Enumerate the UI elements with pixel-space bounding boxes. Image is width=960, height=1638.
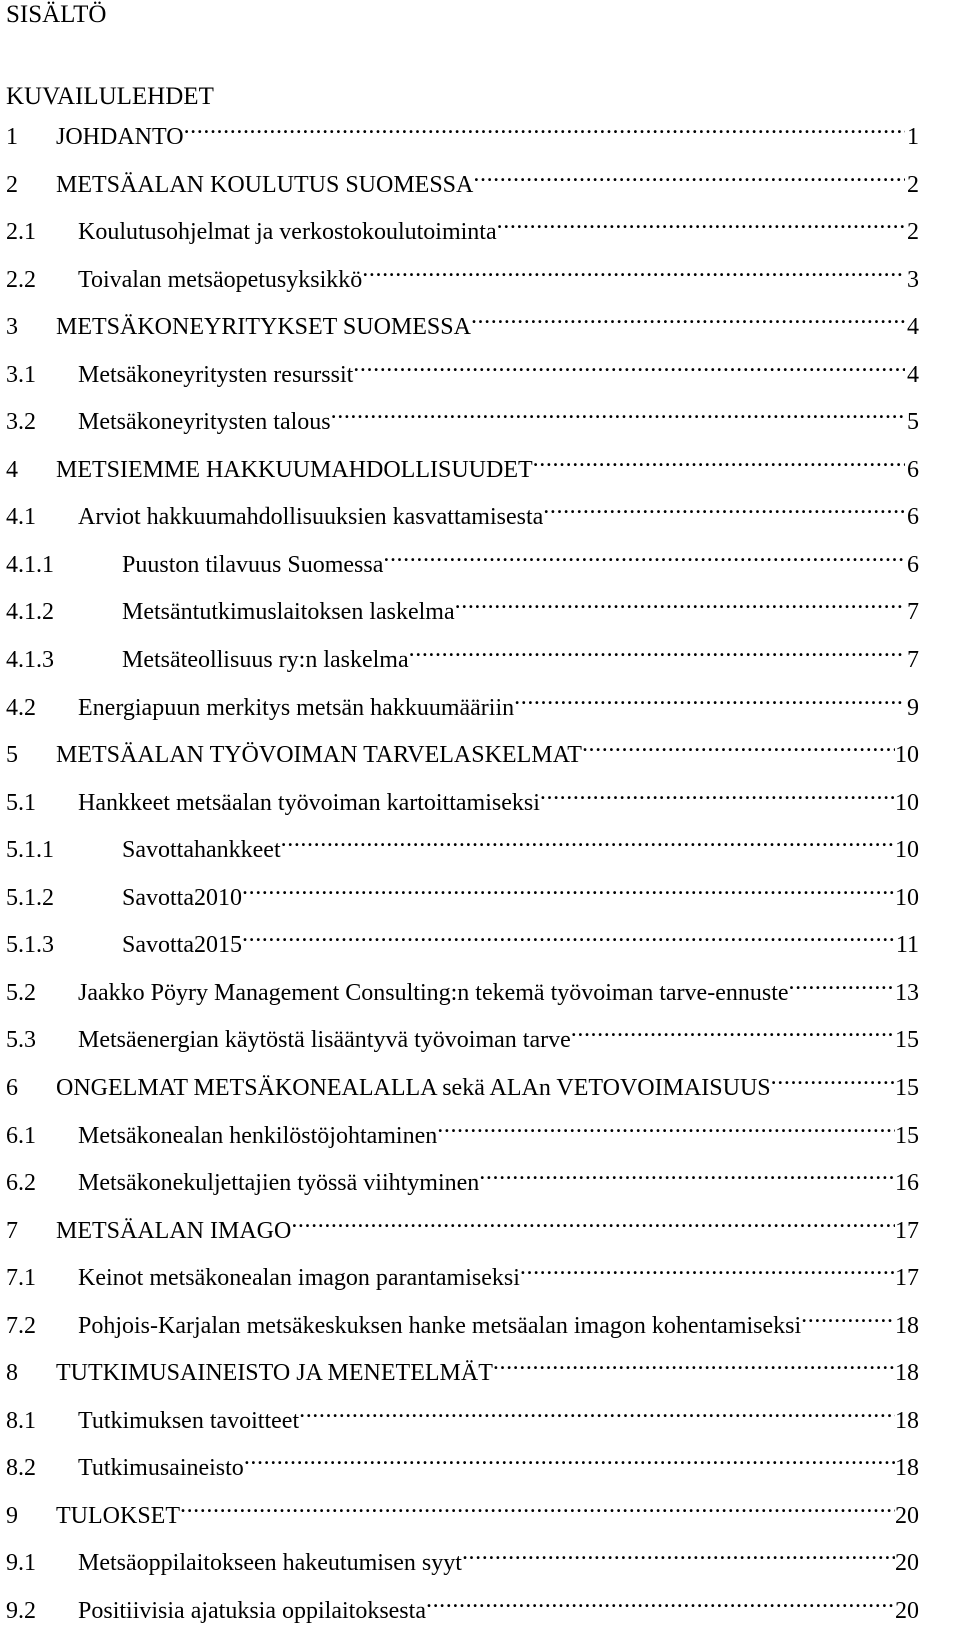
toc-entry-number: 4.1.3 (6, 647, 54, 673)
toc-dot-leader (184, 114, 905, 144)
toc-dot-leader (520, 1255, 895, 1285)
toc-entry-page-number: 7 (907, 647, 919, 673)
toc-entry[interactable] (6, 209, 919, 245)
toc-dot-leader (789, 970, 895, 1000)
toc-entry-number: 6.1 (6, 1123, 36, 1149)
toc-entry-title: Hankkeet metsäalan työvoiman kartoittamiseksi (78, 790, 540, 816)
toc-entry-title: Tutkimuksen tavoitteet (78, 1408, 300, 1434)
toc-entry[interactable] (6, 447, 919, 483)
toc-dot-leader (281, 827, 895, 857)
toc-entry[interactable] (6, 875, 919, 911)
toc-entry-page-number: 4 (907, 314, 919, 340)
toc-entry-number: 2.2 (6, 267, 36, 293)
toc-entry-page-number: 13 (895, 980, 919, 1006)
toc-entry-title: Metsäkonekuljettajien työssä viihtyminen (78, 1170, 480, 1196)
toc-entry-title: Savotta2015 (122, 932, 242, 958)
toc-entry-page-number: 20 (895, 1503, 919, 1529)
toc-entry[interactable] (6, 1017, 919, 1053)
toc-entry[interactable] (6, 1398, 919, 1434)
toc-entry-page-number: 15 (895, 1123, 919, 1149)
toc-entry[interactable] (6, 1445, 919, 1481)
toc-dot-leader (497, 209, 905, 239)
toc-entry-number: 4.1.2 (6, 599, 54, 625)
toc-dot-leader (462, 1540, 895, 1570)
toc-entry-title: Metsäntutkimuslaitoksen laskelma (122, 599, 455, 625)
toc-entry-number: 3.2 (6, 409, 36, 435)
toc-entry-title: Tutkimusaineisto (78, 1455, 244, 1481)
toc-entry-page-number: 18 (895, 1408, 919, 1434)
toc-entry-number: 1 (6, 124, 18, 150)
toc-dot-leader (571, 1017, 895, 1047)
toc-entry-number: 6.2 (6, 1170, 36, 1196)
toc-entry-number: 5.1.2 (6, 885, 54, 911)
toc-entry-number: 9.2 (6, 1598, 36, 1624)
toc-dot-leader (479, 1160, 895, 1190)
toc-entry-title: Positiivisia ajatuksia oppilaitoksesta (78, 1598, 426, 1624)
toc-entry-title: METSIEMME HAKKUUMAHDOLLISUUDET (56, 457, 533, 483)
toc-entry[interactable] (6, 1065, 919, 1101)
toc-dot-leader (493, 1350, 895, 1380)
toc-entry[interactable] (6, 1540, 919, 1576)
toc-entry[interactable] (6, 827, 919, 863)
toc-entry[interactable] (6, 399, 919, 435)
toc-entry-page-number: 18 (895, 1455, 919, 1481)
toc-entry-title: Metsäoppilaitokseen hakeutumisen syyt (78, 1550, 462, 1576)
toc-entry-number: 4.1 (6, 504, 36, 530)
toc-entry-page-number: 1 (907, 124, 919, 150)
toc-entry[interactable] (6, 1255, 919, 1291)
toc-entry-page-number: 10 (895, 885, 919, 911)
toc-entry-title: Metsäteollisuus ry:n laskelma (122, 647, 409, 673)
toc-entry[interactable] (6, 685, 919, 721)
toc-entry-number: 7.2 (6, 1313, 36, 1339)
toc-dot-leader (299, 1398, 895, 1428)
toc-entry-page-number: 6 (907, 457, 919, 483)
toc-entry-page-number: 15 (895, 1075, 919, 1101)
toc-entry[interactable] (6, 1160, 919, 1196)
toc-entry-page-number: 16 (895, 1170, 919, 1196)
toc-dot-leader (242, 875, 895, 905)
toc-entry-number: 5.1 (6, 790, 36, 816)
toc-entry-page-number: 17 (895, 1218, 919, 1244)
toc-entry[interactable] (6, 1350, 919, 1386)
toc-entry-page-number: 11 (895, 932, 919, 958)
toc-entry[interactable] (6, 732, 919, 768)
toc-entry-number: 3 (6, 314, 18, 340)
toc-dot-leader (455, 589, 905, 619)
toc-entry-page-number: 10 (895, 837, 919, 863)
toc-entry[interactable] (6, 1303, 919, 1339)
toc-entry-number: 2 (6, 172, 18, 198)
toc-dot-leader (180, 1493, 895, 1523)
toc-entry[interactable] (6, 1588, 919, 1624)
toc-entry[interactable] (6, 352, 919, 388)
toc-entry-title: Metsäkoneyritysten resurssit (78, 362, 354, 388)
toc-entry-page-number: 9 (907, 695, 919, 721)
toc-dot-leader (540, 780, 895, 810)
toc-entry[interactable] (6, 494, 919, 530)
toc-entry-page-number: 3 (907, 267, 919, 293)
toc-dot-leader (291, 1208, 895, 1238)
toc-dot-leader (331, 399, 905, 429)
toc-entry-number: 6 (6, 1075, 18, 1101)
toc-entry-number: 4.2 (6, 695, 36, 721)
toc-entry[interactable] (6, 637, 919, 673)
toc-entry-number: 8.2 (6, 1455, 36, 1481)
toc-entry-page-number: 18 (895, 1360, 919, 1386)
toc-entry-title: Metsäenergian käytöstä lisääntyvä työvoiman tarve (78, 1027, 571, 1053)
toc-dot-leader (543, 494, 905, 524)
toc-dot-leader (242, 922, 896, 952)
toc-dot-leader (409, 637, 905, 667)
toc-entry-page-number: 5 (907, 409, 919, 435)
toc-entry-title: Arviot hakkuumahdollisuuksien kasvattamisesta (78, 504, 544, 530)
toc-entry-number: 5.2 (6, 980, 36, 1006)
toc-entry-number: 4.1.1 (6, 552, 54, 578)
toc-entry[interactable] (6, 304, 919, 340)
toc-dot-leader (473, 162, 905, 192)
toc-entry-number: 8.1 (6, 1408, 36, 1434)
toc-entry-title: Puuston tilavuus Suomessa (122, 552, 384, 578)
toc-entry-title: ONGELMAT METSÄKONEALALLA sekä ALAn VETOVOIMAISUUS (56, 1075, 771, 1101)
toc-entry-number: 3.1 (6, 362, 36, 388)
toc-entry-title: Savotta2010 (122, 885, 242, 911)
toc-entry-title: TUTKIMUSAINEISTO JA MENETELMÄT (56, 1360, 493, 1386)
toc-entry[interactable] (6, 542, 919, 578)
toc-entry-page-number: 20 (895, 1598, 919, 1624)
toc-dot-leader (801, 1303, 895, 1333)
toc-dot-leader (514, 685, 905, 715)
toc-dot-leader (471, 304, 905, 334)
toc-entry-title: Metsäkoneyritysten talous (78, 409, 331, 435)
toc-entry-page-number: 10 (895, 790, 919, 816)
toc-dot-leader (533, 447, 905, 477)
toc-entry-page-number: 2 (907, 219, 919, 245)
toc-dot-leader (426, 1588, 895, 1618)
toc-entry-number: 2.1 (6, 219, 36, 245)
toc-entry-number: 5.1.3 (6, 932, 54, 958)
toc-entry-page-number: 10 (895, 742, 919, 768)
toc-entry[interactable] (6, 114, 919, 150)
toc-entry-title: Metsäkonealan henkilöstöjohtaminen (78, 1123, 438, 1149)
toc-entry-page-number: 6 (907, 552, 919, 578)
toc-entry-title: Savottahankkeet (122, 837, 281, 863)
toc-entry-number: 9.1 (6, 1550, 36, 1576)
toc-entry[interactable] (6, 970, 919, 1006)
toc-entry-number: 7.1 (6, 1265, 36, 1291)
toc-entry[interactable] (6, 589, 919, 625)
toc-entry-title: Toivalan metsäopetusyksikkö (78, 267, 363, 293)
toc-entry[interactable] (6, 780, 919, 816)
toc-entry-title: JOHDANTO (56, 124, 184, 150)
toc-entry-page-number: 15 (895, 1027, 919, 1053)
toc-entry[interactable] (6, 162, 919, 198)
toc-entry[interactable] (6, 1113, 919, 1149)
toc-entry-number: 4 (6, 457, 18, 483)
toc-entry[interactable] (6, 922, 919, 958)
toc-dot-leader (383, 542, 905, 572)
toc-entry-title: Pohjois-Karjalan metsäkeskuksen hanke metsäalan imagon kohentamiseksi (78, 1313, 802, 1339)
toc-entry-number: 5.3 (6, 1027, 36, 1053)
toc-dot-leader (362, 257, 905, 287)
front-matter-entry: KUVAILULEHDET (6, 83, 214, 110)
toc-entry-title: METSÄALAN IMAGO (56, 1218, 292, 1244)
toc-entry-number: 7 (6, 1218, 18, 1244)
toc-entry-page-number: 2 (907, 172, 919, 198)
toc-dot-leader (582, 732, 895, 762)
toc-entry-title: TULOKSET (56, 1503, 180, 1529)
toc-entry-title: Keinot metsäkonealan imagon parantamiseksi (78, 1265, 520, 1291)
toc-entry-title: Energiapuun merkitys metsän hakkuumääriin (78, 695, 515, 721)
toc-entry-page-number: 7 (907, 599, 919, 625)
toc-entry-title: METSÄALAN TYÖVOIMAN TARVELASKELMAT (56, 742, 582, 768)
toc-entry[interactable] (6, 1208, 919, 1244)
page-title: SISÄLTÖ (6, 1, 107, 28)
toc-entry-number: 5 (6, 742, 18, 768)
toc-entry-page-number: 18 (895, 1313, 919, 1339)
toc-entry-title: METSÄKONEYRITYKSET SUOMESSA (56, 314, 471, 340)
toc-entry-page-number: 17 (895, 1265, 919, 1291)
toc-entry-number: 9 (6, 1503, 18, 1529)
toc-dot-leader (771, 1065, 895, 1095)
toc-entry-number: 8 (6, 1360, 18, 1386)
toc-entry[interactable] (6, 1493, 919, 1529)
toc-dot-leader (437, 1113, 895, 1143)
toc-entry-number: 5.1.1 (6, 837, 54, 863)
toc-entry-page-number: 20 (895, 1550, 919, 1576)
toc-dot-leader (353, 352, 905, 382)
toc-dot-leader (244, 1445, 895, 1475)
toc-entry-title: Koulutusohjelmat ja verkostokoulutoiminta (78, 219, 497, 245)
toc-entry-title: Jaakko Pöyry Management Consulting:n tekemä työvoiman tarve-ennuste (78, 980, 789, 1006)
toc-entry-page-number: 4 (907, 362, 919, 388)
toc-entry-page-number: 6 (907, 504, 919, 530)
toc-entry-title: METSÄALAN KOULUTUS SUOMESSA (56, 172, 474, 198)
toc-entry[interactable] (6, 257, 919, 293)
